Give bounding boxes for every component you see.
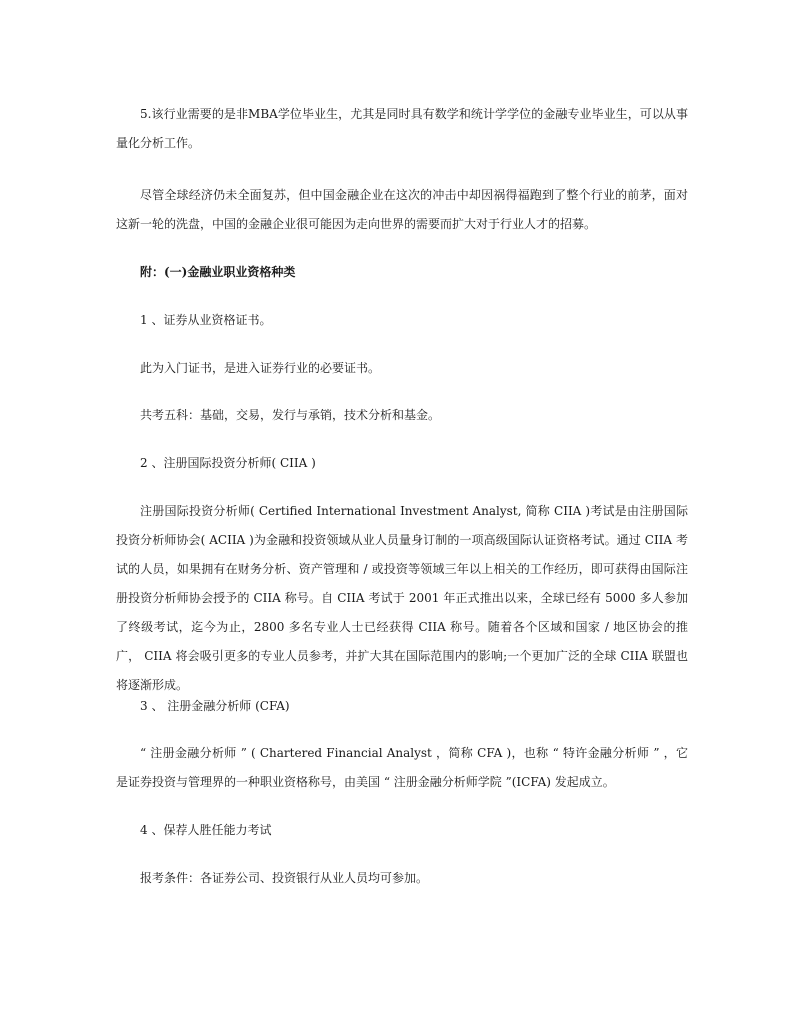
paragraph-mba-graduates: 5.该行业需要的是非MBA学位毕业生，尤其是同时具有数学和统计学学位的金融专业毕业生，可以从事量化分析工作。 [116, 107, 688, 150]
paragraph-ciia-description: 注册国际投资分析师( Certified International Investment Analyst, 简称 CIIA )考试是由注册国际投资分析师协会( ACIIA )为金融和投资领域从业人员量身订制的一项高级国际认证资格考试。通过 CIIA 考试的人员，如果拥有在财务分析、资产管理和 / 或投资等领域三年以上相关的工作经历，即可获得由国际注册投资分析师协会授予的 CIIA 称号。自 CIIA 考试于 2001 年正式推出以来，全球已经有 5000 多人参加了终级考试，迄今为止，2800 多名专业人士已经获得 CIIA 称号。随着各个区域和国家 / 地区协会的推广， CIIA 将会吸引更多的专业人员参考，并扩大其在国际范围内的影响;一个更加广泛的全球 CIIA 联盟也将逐渐形成。 [116, 504, 688, 692]
section-heading-qualifications: 附：(一)金融业职业资格种类 [140, 265, 296, 279]
item-heading-cfa: 3 、 注册金融分析师 (CFA) [140, 699, 290, 713]
paragraph-five-subjects: 共考五科：基础，交易，发行与承销，技术分析和基金。 [140, 408, 441, 422]
item-heading-sponsor-exam: 4 、保荐人胜任能力考试 [140, 823, 272, 837]
item-heading-securities-certificate: 1 、证券从业资格证书。 [140, 313, 272, 327]
paragraph-entry-certificate: 此为入门证书，是进入证券行业的必要证书。 [140, 361, 381, 375]
paragraph-cfa-description: “ 注册金融分析师 ” ( Chartered Financial Analyst ，简称 CFA )，也称 “ 特许金融分析师 ” ，它是证券投资与管理界的一种职业资格称号，由美国 “ 注册金融分析师学院 ”(ICFA) 发起成立。 [116, 746, 688, 789]
item-heading-ciia: 2 、注册国际投资分析师( CIIA ) [140, 456, 316, 470]
paragraph-global-economy: 尽管全球经济仍未全面复苏，但中国金融企业在这次的冲击中却因祸得福跑到了整个行业的前茅，面对这新一轮的洗盘，中国的金融企业很可能因为走向世界的需要而扩大对于行业人才的招募。 [116, 188, 688, 231]
paragraph-exam-eligibility: 报考条件：各证券公司、投资银行从业人员均可参加。 [140, 871, 429, 885]
